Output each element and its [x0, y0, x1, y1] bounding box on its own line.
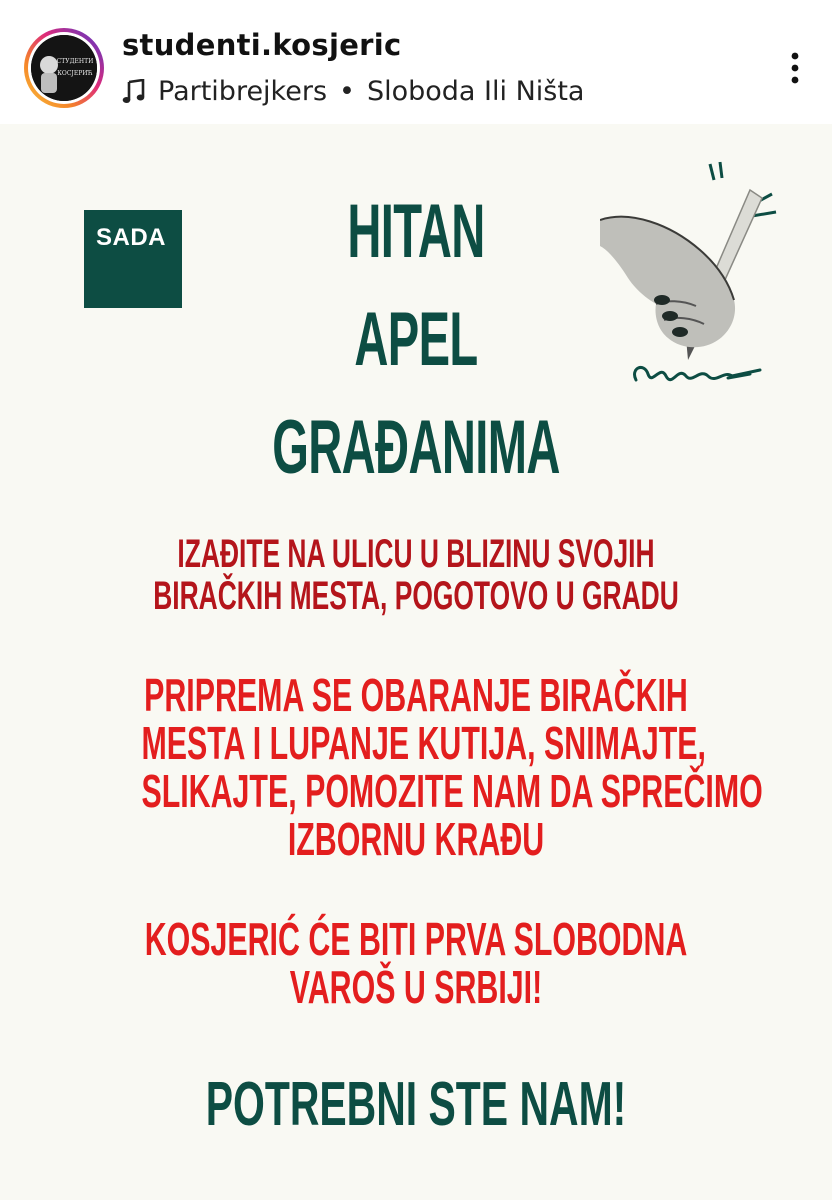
paragraph1-line-2: BIRAČKIH MESTA, POGOTOVO U GRADU — [153, 574, 679, 618]
sada-badge: SADA — [84, 210, 182, 308]
avatar-image — [31, 35, 97, 101]
post-header — [0, 0, 832, 124]
music-note-icon — [122, 79, 146, 105]
post-image[interactable] — [0, 124, 832, 1200]
avatar-text-1: СТУДЕНТИ — [56, 58, 94, 65]
paragraph3-line-2: VAROŠ U SRBIJI! — [289, 961, 543, 1013]
paragraph2-line-2: MESTA I LUPANJE KUTIJA, SNIMAJTE, — [141, 717, 706, 769]
paragraph2-line-4: IZBORNU KRAĐU — [287, 813, 545, 865]
headline-line-2: APEL — [354, 297, 478, 382]
avatar-text-2: КОСЈЕРИЋ — [57, 70, 93, 77]
music-artist: Partibrejkers — [158, 76, 328, 107]
story-ring[interactable] — [24, 28, 104, 108]
paragraph3-line-1: KOSJERIĆ ĆE BITI PRVA SLOBODNA — [144, 913, 688, 965]
music-separator: • — [339, 76, 355, 107]
footer-slogan: POTREBNI STE NAM! — [205, 1070, 627, 1139]
avatar-border — [28, 32, 100, 104]
paragraph1-line-1: IZAĐITE NA ULICU U BLIZINU SVOJIH — [177, 532, 655, 576]
music-song: Sloboda Ili Ništa — [366, 76, 585, 107]
paragraph2-line-1: PRIPREMA SE OBARANJE BIRAČKIH — [144, 669, 688, 721]
paragraph2-line-3: SLIKAJTE, POMOZITE NAM DA SPREČIMO — [141, 765, 763, 817]
headline-line-3: GRAĐANIMA — [272, 405, 560, 490]
avatar[interactable] — [31, 35, 97, 101]
headline-line-1: HITAN — [347, 189, 485, 274]
username[interactable]: studenti.kosjeric — [122, 28, 402, 62]
music-info[interactable] — [122, 76, 584, 107]
more-vertical-icon[interactable] — [780, 48, 810, 88]
